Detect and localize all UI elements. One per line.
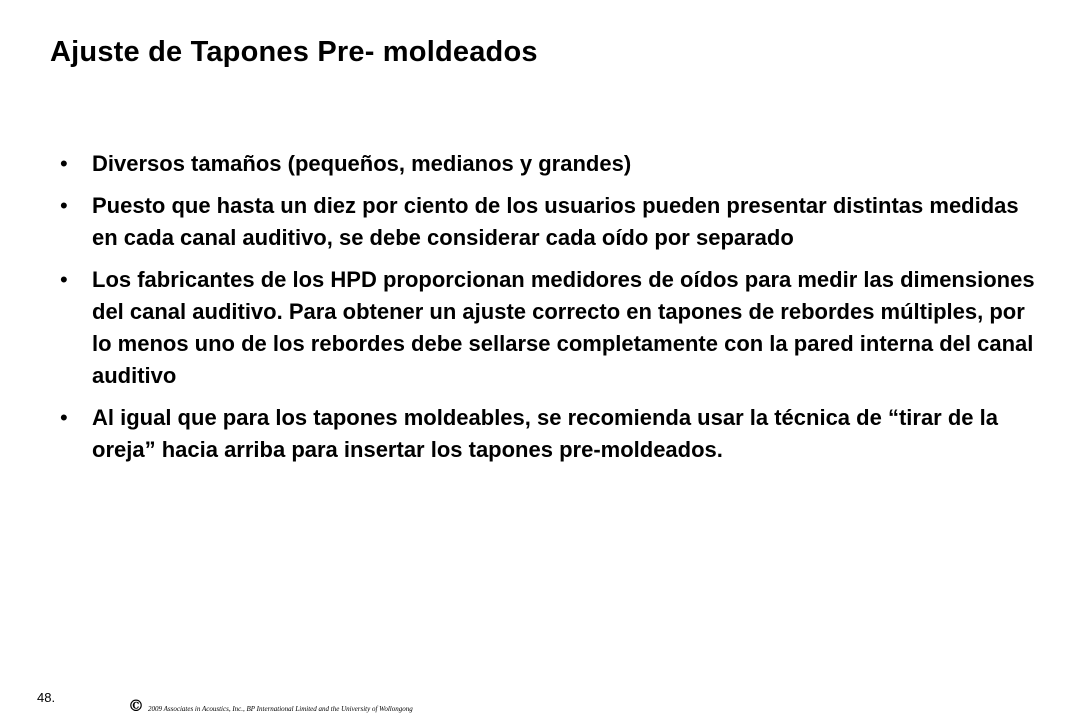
bullet-icon: • — [60, 151, 68, 176]
copyright-icon: © — [128, 696, 144, 715]
copyright-notice — [128, 696, 413, 715]
slide-number: 48. — [37, 690, 56, 705]
slide-title: Ajuste de Tapones Pre- moldeados — [50, 36, 538, 68]
bullet-icon: • — [60, 193, 68, 218]
bullet-list — [60, 148, 1050, 476]
bullet-text: Diversos tamaños (pequeños, medianos y grandes) — [92, 151, 632, 176]
bullet-text: Puesto que hasta un diez por ciento de los usuarios pueden presentar distintas medidas en cada canal auditivo, se debe considerar cada oído por separado — [92, 193, 1019, 250]
bullet-text: Al igual que para los tapones moldeables, se recomienda usar la técnica de “tirar de la oreja” hacia arriba para insertar los tapones pre-moldeados. — [92, 405, 998, 462]
bullet-icon: • — [60, 405, 68, 430]
bullet-item — [60, 148, 1050, 180]
copyright-text: 2009 Associates in Acoustics, Inc., BP International Limited and the University of Wollongong — [148, 705, 413, 713]
bullet-item — [60, 190, 1050, 254]
bullet-item — [60, 402, 1050, 466]
bullet-item — [60, 264, 1050, 392]
bullet-icon: • — [60, 267, 68, 292]
bullet-text: Los fabricantes de los HPD proporcionan medidores de oídos para medir las dimensiones del canal auditivo. Para obtener un ajuste correcto en tapones de rebordes múltiples, por lo menos uno de los rebordes debe sellarse completamente con la pared interna del canal auditivo — [92, 267, 1035, 388]
